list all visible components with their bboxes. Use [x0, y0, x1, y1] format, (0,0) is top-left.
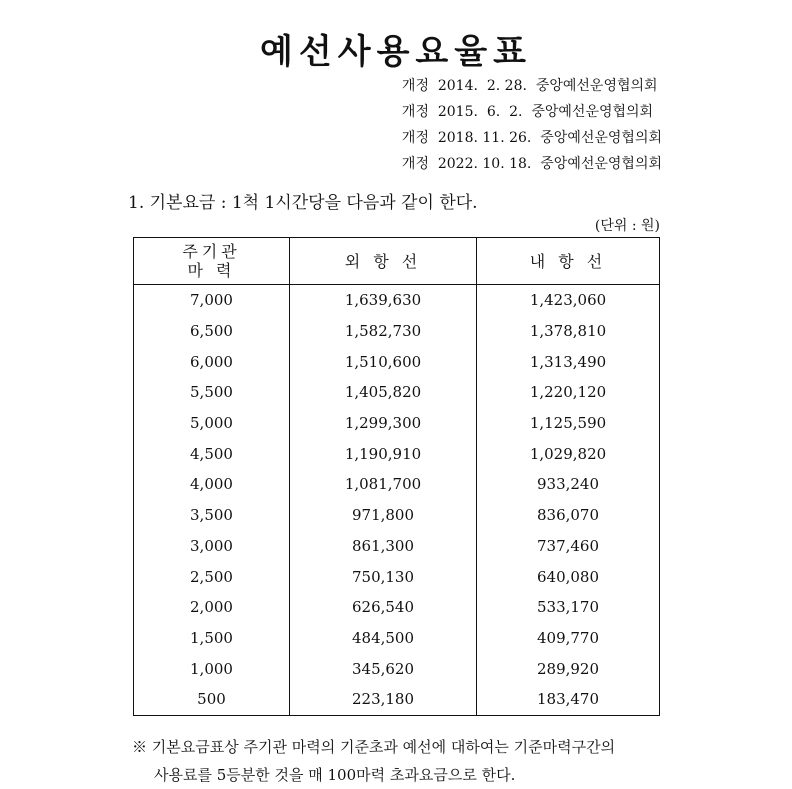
cell-foreign-rate: 1,510,600: [290, 346, 477, 377]
header-engine-power: [134, 238, 290, 285]
cell-domestic-rate: 533,170: [477, 592, 660, 623]
cell-domestic-rate: 1,423,060: [477, 285, 660, 316]
table-row: [134, 377, 660, 408]
table-row: [134, 561, 660, 592]
table-row: [134, 285, 660, 316]
cell-foreign-rate: 1,190,910: [290, 438, 477, 469]
cell-engine-power: 3,500: [134, 500, 290, 531]
header-domestic-vessel: 내 항 선: [477, 238, 660, 285]
cell-domestic-rate: 836,070: [477, 500, 660, 531]
section-heading: 1. 기본요금 : 1척 1시간당을 다음과 같이 한다.: [128, 193, 478, 213]
cell-domestic-rate: 183,470: [477, 684, 660, 715]
table-row: [134, 684, 660, 715]
cell-domestic-rate: 933,240: [477, 469, 660, 500]
cell-engine-power: 6,000: [134, 346, 290, 377]
table-row: [134, 500, 660, 531]
cell-foreign-rate: 1,405,820: [290, 377, 477, 408]
table-row: [134, 469, 660, 500]
cell-domestic-rate: 289,920: [477, 653, 660, 684]
cell-foreign-rate: 1,081,700: [290, 469, 477, 500]
cell-foreign-rate: 223,180: [290, 684, 477, 715]
revision-history: [402, 73, 662, 177]
table-body: [134, 285, 660, 716]
footnote-line: ※ 기본요금표상 주기관 마력의 기준초과 예선에 대하여는 기준마력구간의: [132, 738, 616, 756]
cell-domestic-rate: 1,125,590: [477, 408, 660, 439]
header-power-label: 마 력: [187, 261, 236, 280]
cell-engine-power: 5,000: [134, 408, 290, 439]
cell-engine-power: 6,500: [134, 316, 290, 347]
footnote: [132, 733, 615, 789]
cell-engine-power: 1,500: [134, 623, 290, 654]
table-row: [134, 653, 660, 684]
fee-table: [133, 237, 660, 716]
cell-foreign-rate: 1,299,300: [290, 408, 477, 439]
page-title: 예선사용요율표: [260, 32, 532, 72]
cell-engine-power: 4,500: [134, 438, 290, 469]
cell-foreign-rate: 626,540: [290, 592, 477, 623]
table-row: [134, 438, 660, 469]
revision-entry: 개정 2022. 10. 18. 중앙예선운영협의회: [401, 156, 662, 172]
cell-foreign-rate: 1,582,730: [290, 316, 477, 347]
table-row: [134, 623, 660, 654]
table-row: [134, 592, 660, 623]
cell-foreign-rate: 971,800: [290, 500, 477, 531]
cell-domestic-rate: 737,460: [477, 531, 660, 562]
revision-entry: 개정 2015. 6. 2. 중앙예선운영협의회: [401, 104, 654, 120]
cell-domestic-rate: 409,770: [477, 623, 660, 654]
table-row: [134, 346, 660, 377]
unit-note: (단위 : 원): [594, 218, 660, 234]
cell-foreign-rate: 1,639,630: [290, 285, 477, 316]
cell-domestic-rate: 640,080: [477, 561, 660, 592]
cell-domestic-rate: 1,378,810: [477, 316, 660, 347]
cell-engine-power: 7,000: [134, 285, 290, 316]
cell-engine-power: 1,000: [134, 653, 290, 684]
cell-foreign-rate: 861,300: [290, 531, 477, 562]
revision-entry: 개정 2014. 2. 28. 중앙예선운영협의회: [401, 78, 658, 94]
table-header-row: [134, 238, 660, 285]
revision-entry: 개정 2018. 11. 26. 중앙예선운영협의회: [401, 130, 662, 146]
cell-engine-power: 2,000: [134, 592, 290, 623]
cell-foreign-rate: 484,500: [290, 623, 477, 654]
cell-engine-power: 500: [134, 684, 290, 715]
cell-engine-power: 4,000: [134, 469, 290, 500]
cell-domestic-rate: 1,313,490: [477, 346, 660, 377]
header-foreign-vessel: 외 항 선: [290, 238, 477, 285]
cell-engine-power: 3,000: [134, 531, 290, 562]
cell-engine-power: 5,500: [134, 377, 290, 408]
table-row: [134, 316, 660, 347]
table-row: [134, 408, 660, 439]
cell-engine-power: 2,500: [134, 561, 290, 592]
cell-domestic-rate: 1,029,820: [477, 438, 660, 469]
cell-foreign-rate: 345,620: [290, 653, 477, 684]
table-row: [134, 531, 660, 562]
header-engine-label: 주기관: [182, 242, 241, 261]
footnote-line: 사용료를 5등분한 것을 매 100마력 초과요금으로 한다.: [154, 766, 516, 784]
cell-foreign-rate: 750,130: [290, 561, 477, 592]
cell-domestic-rate: 1,220,120: [477, 377, 660, 408]
